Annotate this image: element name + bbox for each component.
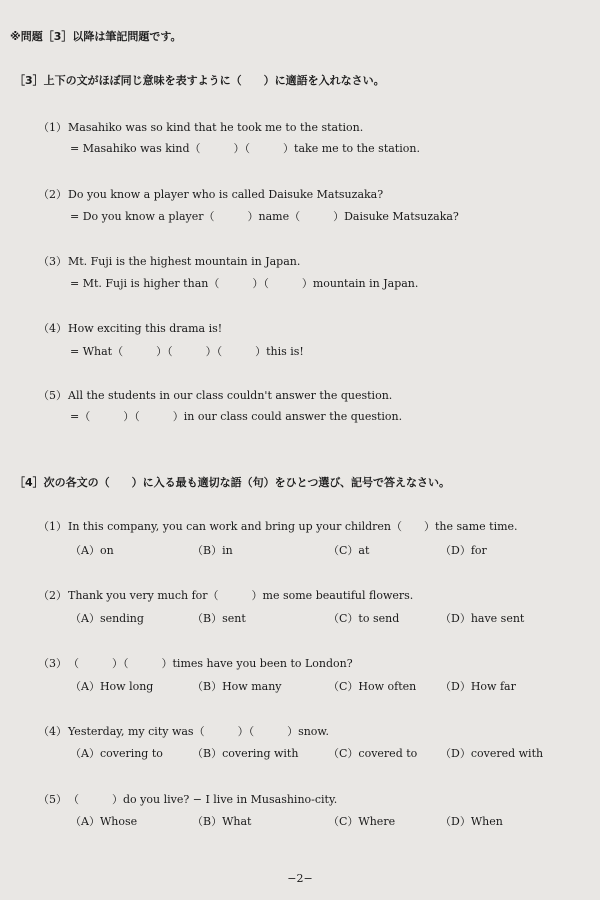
s4-q5-option-a: （A）Whose — [70, 815, 138, 828]
s3-q4-line1: （4）How exciting this drama is! — [38, 322, 223, 335]
s4-q4-option-a: （A）covering to — [70, 747, 163, 760]
s4-q3-option-b: （B）How many — [192, 680, 282, 693]
s4-q5-option-d: （D）When — [440, 815, 503, 828]
page-number: −2− — [287, 872, 313, 885]
s4-q4-stem: （4）Yesterday, my city was（ ）（ ）snow. — [38, 725, 330, 738]
written-section-note: ※問題［3］以降は筆記問題です。 — [10, 30, 182, 43]
s4-q4-option-c: （C）covered to — [328, 747, 418, 760]
s3-q2-line1: （2）Do you know a player who is called Daisuke Matsuzaka? — [38, 188, 384, 201]
s3-q5-line2: =（ ）（ ）in our class could answer the question. — [70, 410, 403, 423]
s4-q1-stem: （1）In this company, you can work and bring up your children（ ）the same time. — [38, 520, 518, 533]
s3-q5-line1: （5）All the students in our class couldn't answer the question. — [38, 389, 393, 402]
s4-q5-option-b: （B）What — [192, 815, 252, 828]
s4-q3-option-d: （D）How far — [440, 680, 516, 693]
s3-q1-line2: = Masahiko was kind（ ）（ ）take me to the station. — [70, 142, 420, 155]
s4-q1-option-d: （D）for — [440, 544, 487, 557]
section-4-title: ［4］次の各文の（ ）に入る最も適切な語（句）をひとつ選び、記号で答えなさい。 — [14, 476, 450, 489]
s4-q5-stem: （5）（ ）do you live? − I live in Musashino-city. — [38, 793, 338, 806]
s4-q2-option-c: （C）to send — [328, 612, 400, 625]
s4-q4-option-d: （D）covered with — [440, 747, 544, 760]
section-3-title: ［3］上下の文がほぼ同じ意味を表すように（ ）に適語を入れなさい。 — [14, 74, 385, 87]
s4-q4-option-b: （B）covering with — [192, 747, 299, 760]
s4-q1-option-c: （C）at — [328, 544, 370, 557]
s4-q2-stem: （2）Thank you very much for（ ）me some beautiful flowers. — [38, 589, 414, 602]
s3-q4-line2: = What（ ）（ ）（ ）this is! — [70, 345, 304, 358]
s3-q3-line1: （3）Mt. Fuji is the highest mountain in Japan. — [38, 255, 301, 268]
s4-q1-option-a: （A）on — [70, 544, 114, 557]
s3-q1-line1: （1）Masahiko was so kind that he took me to the station. — [38, 121, 364, 134]
s4-q3-option-c: （C）How often — [328, 680, 417, 693]
s4-q2-option-b: （B）sent — [192, 612, 246, 625]
s3-q3-line2: = Mt. Fuji is higher than（ ）（ ）mountain in Japan. — [70, 277, 419, 290]
s4-q2-option-d: （D）have sent — [440, 612, 525, 625]
s4-q5-option-c: （C）Where — [328, 815, 396, 828]
s4-q1-option-b: （B）in — [192, 544, 233, 557]
s4-q2-option-a: （A）sending — [70, 612, 144, 625]
s4-q3-option-a: （A）How long — [70, 680, 154, 693]
s4-q3-stem: （3）（ ）（ ）times have you been to London? — [38, 657, 353, 670]
s3-q2-line2: = Do you know a player（ ）name（ ）Daisuke Matsuzaka? — [70, 210, 459, 223]
